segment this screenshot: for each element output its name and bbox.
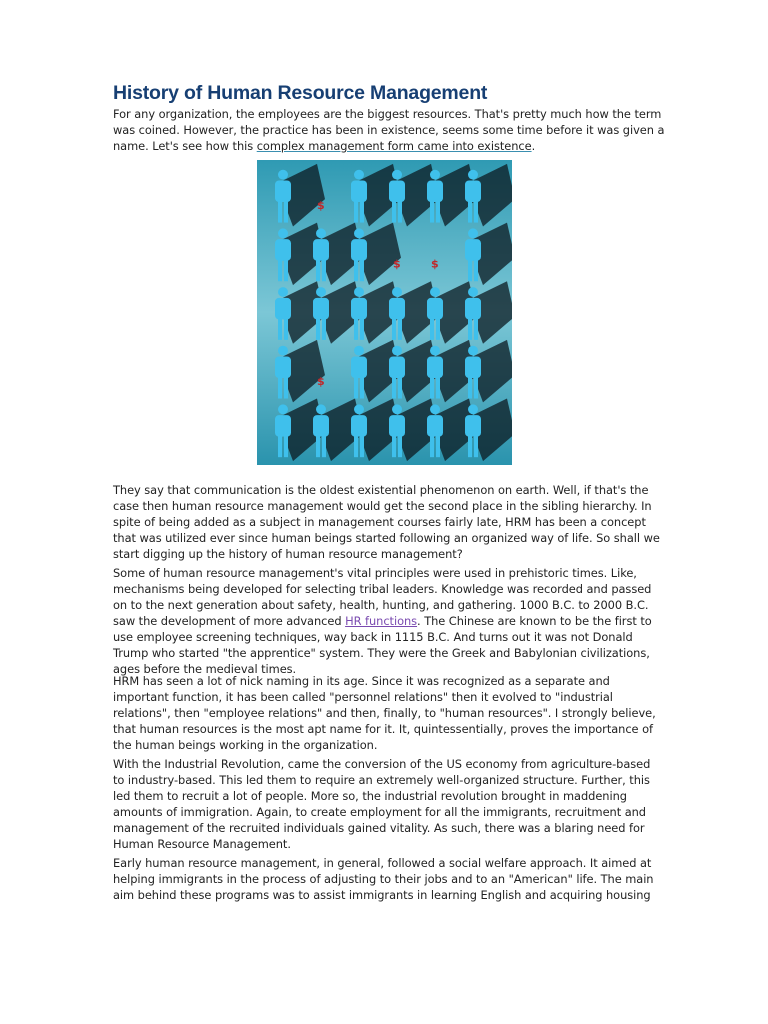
text-line: to industry-based. This led them to require an extremely well-organized structure. Further, this bbox=[113, 773, 650, 787]
text-line: HRM has seen a lot of nick naming in its age. Since it was recognized as a separate and bbox=[113, 674, 610, 688]
text-line: that was utilized ever since human beings started following an organized way of life. So shall we bbox=[113, 531, 660, 545]
text-line bbox=[113, 138, 664, 154]
text-line: important function, it has been called "personnel relations" then it evolved to "industrial bbox=[113, 690, 613, 704]
text-line bbox=[113, 613, 652, 629]
text-line: ages before the medieval times. bbox=[113, 662, 297, 676]
text-line: led them to recruit a lot of people. More so, the industrial revolution brought in maddening bbox=[113, 789, 627, 803]
dollar-sign: $ bbox=[317, 374, 325, 388]
text-line: that human resources is the most apt name for it. It, quintessentially, proves the importance of bbox=[113, 722, 653, 736]
dollar-sign: $ bbox=[317, 198, 325, 212]
text-line: Some of human resource management's vital principles were used in prehistoric times. Like, bbox=[113, 566, 637, 580]
paragraph-early-hrm bbox=[113, 855, 653, 903]
hr-functions-link[interactable]: HR functions bbox=[345, 614, 418, 628]
text-line: management of the recruited individuals gained vitality. As such, there was a blaring need for bbox=[113, 821, 645, 835]
paragraph-communication bbox=[113, 482, 660, 562]
text-line: Trump who started "the apprentice" system. They were the Greek and Babylonian civilizations, bbox=[113, 646, 650, 660]
text-segment: . The Chinese are known to be the first to bbox=[417, 614, 652, 628]
text-line: was coined. However, the practice has been in existence, seems some time before it was given a bbox=[113, 123, 665, 137]
text-line: mechanisms being developed for selecting tribal leaders. Knowledge was recorded and passed bbox=[113, 582, 652, 596]
ad-link[interactable]: complex management form came into existence bbox=[256, 139, 532, 153]
people-grid-illustration bbox=[257, 160, 512, 465]
text-line: aim behind these programs was to assist immigrants in learning English and acquiring housing bbox=[113, 888, 651, 902]
text-line: on to the next generation about safety, health, hunting, and gathering. 1000 B.C. to 2000 B.C. bbox=[113, 598, 649, 612]
text-line: case then human resource management would get the second place in the sibling hierarchy. In bbox=[113, 499, 652, 513]
text-line: spite of being added as a subject in management courses fairly late, HRM has been a concept bbox=[113, 515, 646, 529]
text-segment: . bbox=[531, 139, 536, 153]
text-line: start digging up the history of human resource management? bbox=[113, 547, 463, 561]
text-segment: name. Let's see how this bbox=[113, 139, 257, 153]
text-line: the human beings working in the organization. bbox=[113, 738, 378, 752]
text-line: use employee screening techniques, way back in 1115 B.C. And turns out it was not Donald bbox=[113, 630, 633, 644]
intro-paragraph bbox=[113, 106, 664, 154]
text-line: relations", then "employee relations" and then, finally, to "human resources". I strongly believe, bbox=[113, 706, 656, 720]
text-line: They say that communication is the oldest existential phenomenon on earth. Well, if that's the bbox=[113, 483, 649, 497]
text-line: Early human resource management, in general, followed a social welfare approach. It aimed at bbox=[113, 856, 652, 870]
text-line: amounts of immigration. Again, to create employment for all the immigrants, recruitment and bbox=[113, 805, 646, 819]
text-line: With the Industrial Revolution, came the conversion of the US economy from agriculture-based bbox=[113, 757, 651, 771]
dollar-sign: $ bbox=[393, 257, 401, 271]
text-line: Human Resource Management. bbox=[113, 837, 291, 851]
text-line: For any organization, the employees are the biggest resources. That's pretty much how the term bbox=[113, 107, 662, 121]
dollar-sign: $ bbox=[431, 257, 439, 271]
text-line: helping immigrants in the process of adjusting to their jobs and to an "American" life. The main bbox=[113, 872, 654, 886]
text-segment: saw the development of more advanced bbox=[113, 614, 346, 628]
page-title: History of Human Resource Management bbox=[113, 82, 488, 104]
paragraph-industrial-revolution bbox=[113, 756, 650, 852]
paragraph-prehistoric bbox=[113, 565, 652, 677]
paragraph-nicknaming bbox=[113, 673, 656, 753]
